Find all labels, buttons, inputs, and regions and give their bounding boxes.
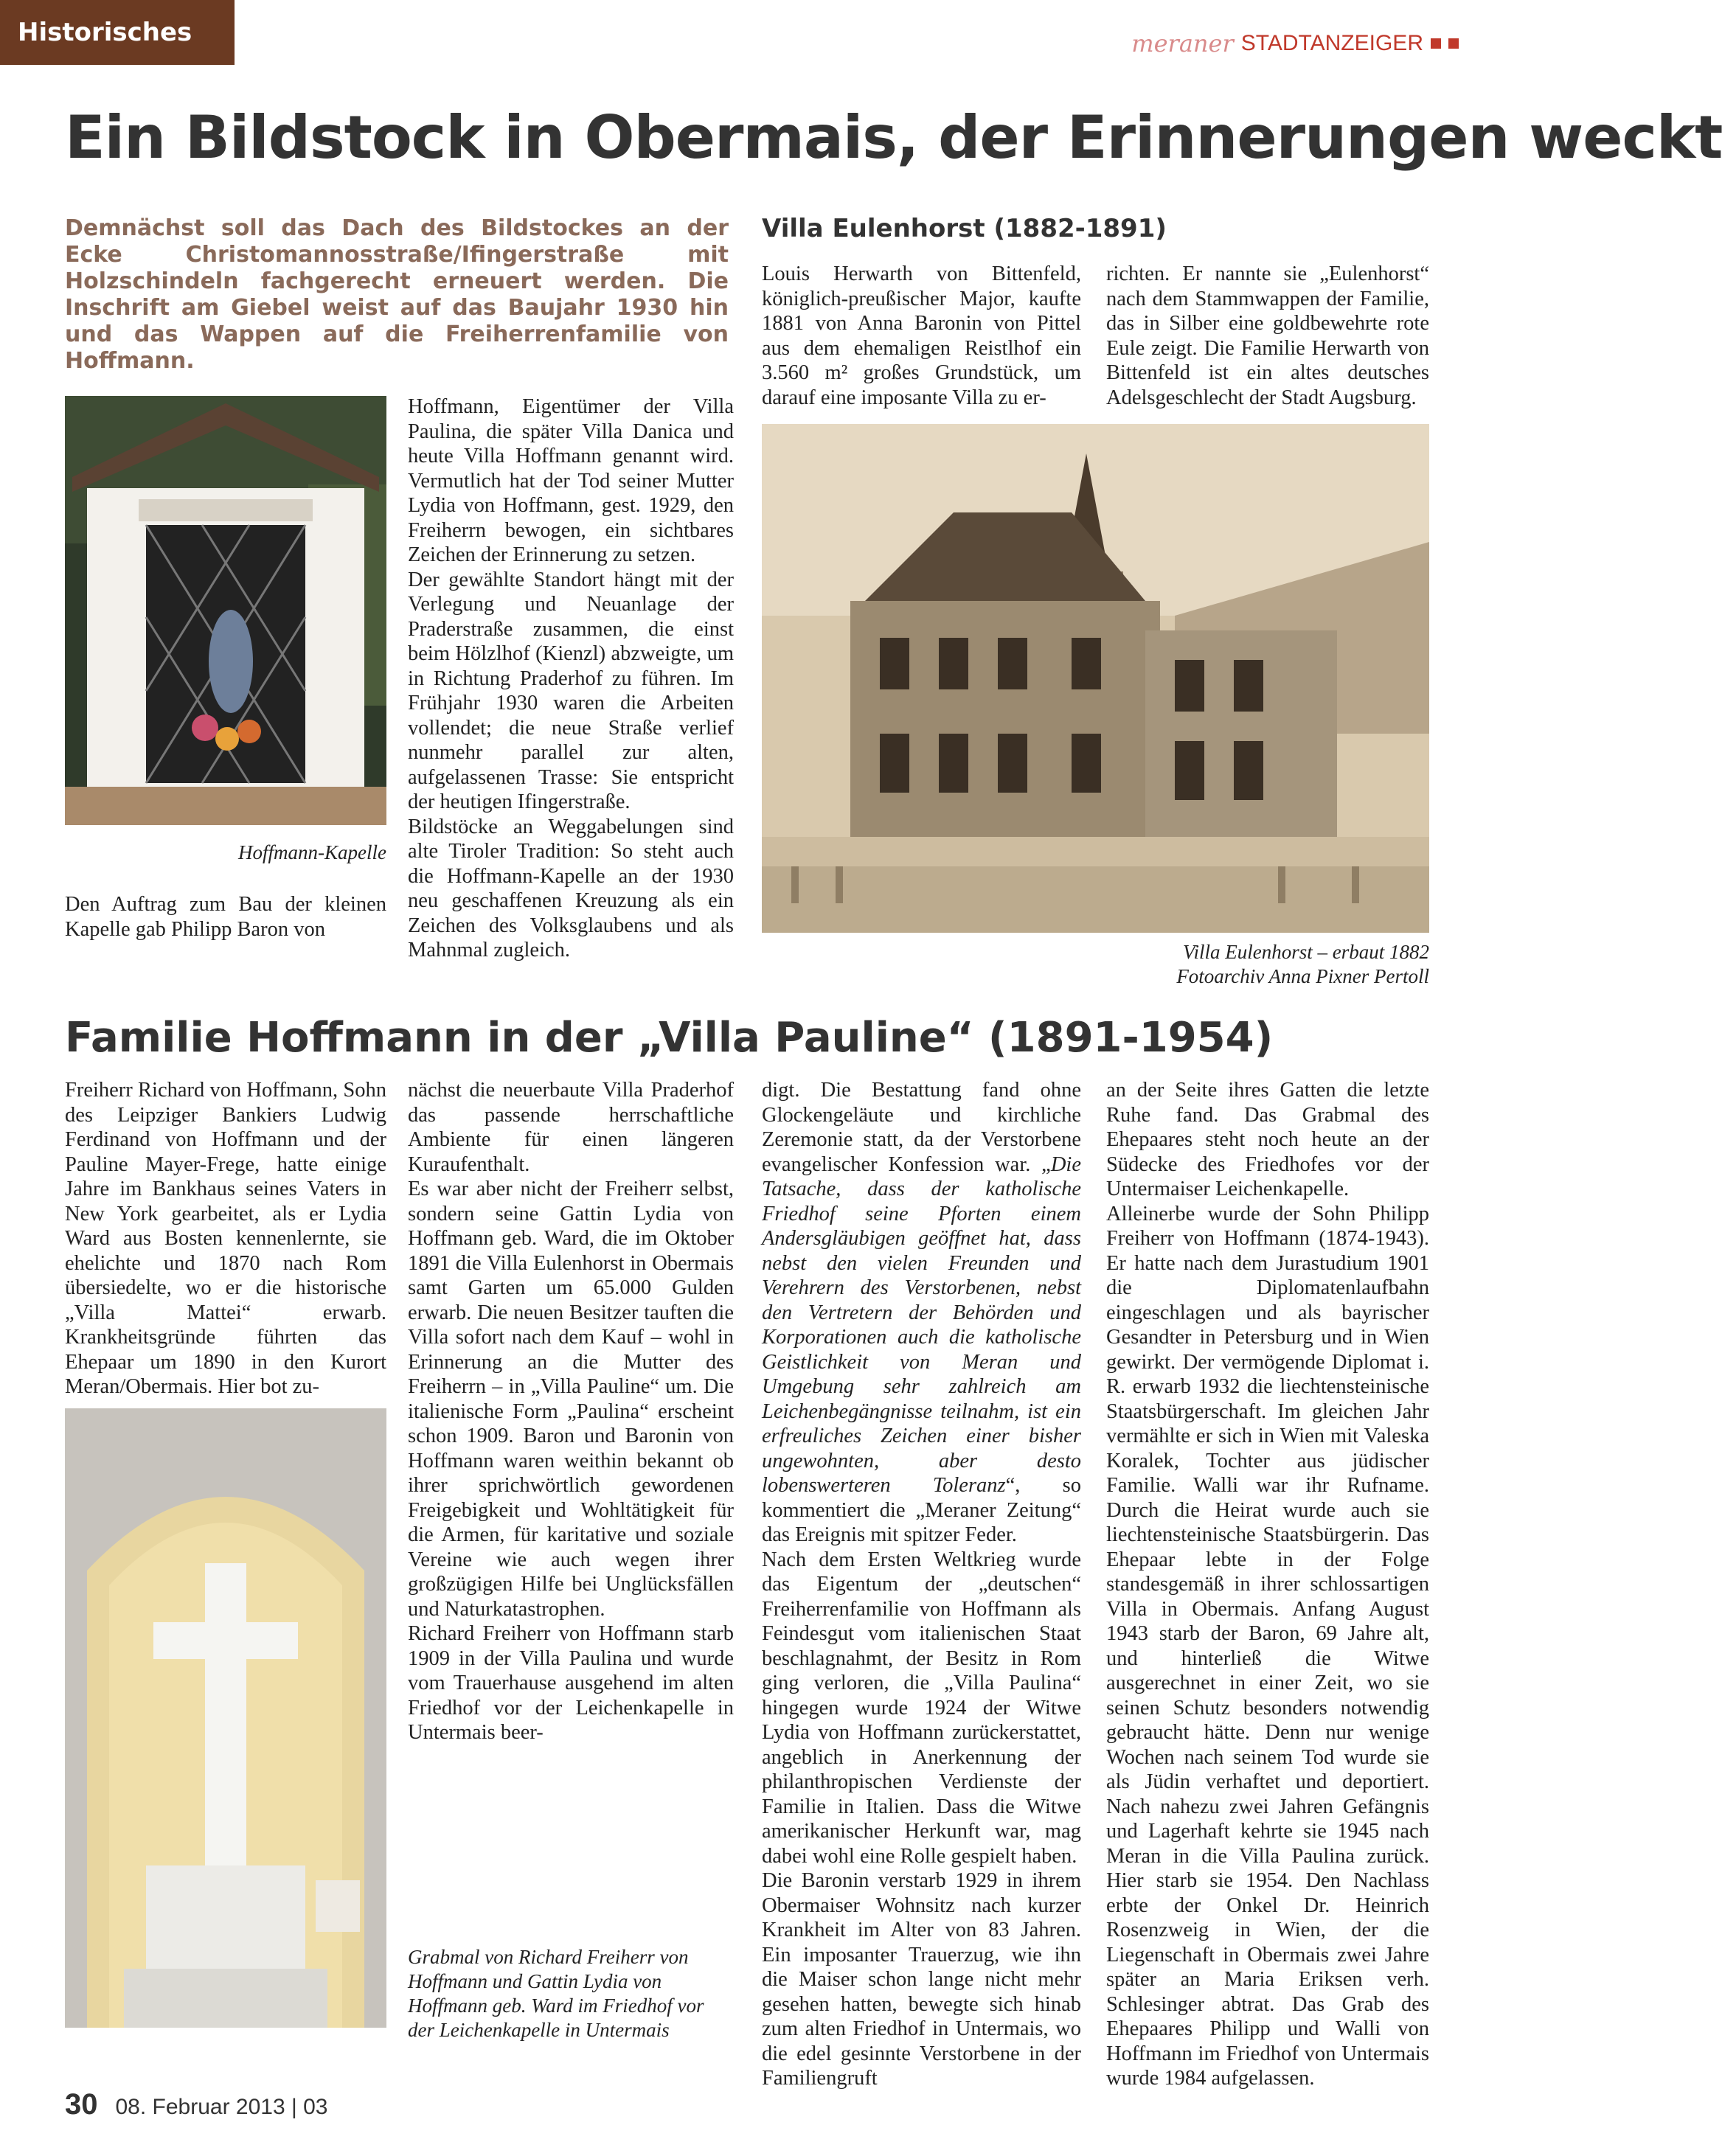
family-col3-part-c: Nach dem Ersten Weltkrieg wurde das Eigentum der „deutschen“ Freiherrenfamilie von Hoffmann als Feindesgut vom italienischen Staat beschlagnahmt, der Besitz in Rom ging verloren, die „Villa Paulina“ hingegen wurde 1924 der Witwe Lydia von Hoffmann zurückerstattet, angeblich in Anerkennung der philanthropischen Verdienste der Familie in Italien. Dass die Witwe amerikanischer Herkunft war, mag dabei wohl eine Rolle gespielt haben. Die Baronin verstarb 1929 in ihrem Obermaiser Wohnsitz nach kurzer Krankheit im Alter von 83 Jahren. Ein imposanter Trauerzug, wie ihn die Maiser schon lange nicht mehr gesehen hatten, bewegte sich hinab zum alten Friedhof in Untermais, wo die edel gesinnte Verstorbene in der Familiengruft bbox=[762, 1548, 1081, 2090]
grave-photo bbox=[65, 1408, 386, 2028]
villa-caption-1: Villa Eulenhorst – erbaut 1882 bbox=[1183, 941, 1429, 963]
page-footer bbox=[65, 2088, 328, 2121]
issue-date: 08. Februar 2013 | 03 bbox=[115, 2095, 328, 2119]
brand-italic: meraner bbox=[1131, 29, 1234, 58]
article-title: Ein Bildstock in Obermais, der Erinnerungen weckt bbox=[65, 103, 1722, 172]
newspaper-quote: Die Tatsache, dass der katholische Friedhof seine Pforten einem Andersgläubigen geöffnet hat, dass nebst den vielen Freunden und Verehrern des Verstorbenen, nebst den Vertretern der Behörden und Korporationen auch die katholische Geistlichkeit von Meran und Umgebung sehr zahlreich am Leichenbegängnisse teilnahm, ist ein erfreuliches Zeichen einer bisher ungewohnten, aber desto lobenswerteren Toleranz bbox=[762, 1152, 1081, 1497]
family-col2-text: nächst die neuerbaute Villa Praderhof das passende herrschaftliche Ambiente für einen längeren Kuraufenthalt. Es war aber nicht der Freiherr selbst, sondern seine Gattin Lydia von Hoffmann geb. Ward, die im Oktober 1891 die Villa Eulenhorst in Obermais samt Garten um 65.000 Gulden erwarb. Die neuen Besitzer tauften die Villa sofort nach dem Kauf – wohl in Erinnerung an die Mutter des Freiherrn – in „Villa Pauline“ um. Die italienische Form „Paulina“ erscheint schon 1909. Baron und Baronin von Hoffmann waren weithin bekannt ob ihrer sprichwörtlich gewordenen Freigebigkeit und Wohltätigkeit für die Armen, für karitative und soziale Vereine wie auch wegen ihrer großzügigen Hilfe bei Unglücksfällen und Naturkatastrophen. Richard Freiherr von Hoffmann starb 1909 in der Villa Paulina und wurde vom Trauerhause ausgehend im alten Friedhof vor der Leichenkapelle in Untermais beer- bbox=[408, 1079, 734, 1744]
villa-photo bbox=[762, 424, 1429, 933]
family-col4-text: an der Seite ihres Gatten die letzte Ruhe fand. Das Grabmal des Ehepaares steht noch heute an der Südecke des Friedhofes vor der Untermaiser Leichenkapelle. Alleinerbe wurde der Sohn Philipp Freiherr von Hoffmann (1874-1943). Er hatte nach dem Jurastudium 1901 die Diplomatenlaufbahn eingeschlagen und als bayrischer Gesandter in Petersburg und in Wien gewirkt. Der vermögende Diplomat i. R. erwarb 1932 die liechtensteinische Staatsbürgerschaft. Im gleichen Jahr vermählte er sich in Wien mit Valeska Koralek, Tochter aus jüdischer Familie. Walli war ihr Rufname. Durch die Heirat wurde auch sie liechtensteinische Staatsbürgerin. Das Ehepaar lebte in der Folge standesgemäß in ihrer schlossartigen Villa in Obermais. Anfang August 1943 starb der Baron, 69 Jahre alt, und hinterließ die Witwe ausgerechnet in einer Zeit, wo sie seinen Schutz besonders notwendig gebraucht hätte. Denn nur wenige Wochen nach seinem Tod wurde sie als Jüdin verhaftet und deportiert. Nach nahezu zwei Jahren Gefängnis und Lagerhaft kehrte sie 1945 nach Meran in die Villa Paulina zurück. Hier starb sie 1954. Den Nachlass erbte der Onkel Dr. Heinrich Rosenzweig in Wien, der die Liegenschaft in Obermais zwei Jahre später an Maria Eriksen verh. Schlesinger abtrat. Das Grab des Ehepaares Philipp und Walli von Hoffmann im Friedhof von Untermais wurde 1984 aufgelassen. bbox=[1106, 1079, 1429, 2090]
brand-square-icon bbox=[1431, 38, 1441, 49]
villa-heading: Villa Eulenhorst (1882-1891) bbox=[762, 214, 1167, 243]
villa-illustration bbox=[762, 424, 1429, 933]
publication-logo bbox=[1131, 29, 1459, 58]
family-col3-text bbox=[762, 1078, 1081, 2091]
grave-illustration bbox=[65, 1408, 386, 2028]
article-col2-text: Hoffmann, Eigentümer der Villa Paulina, die später Villa Danica und heute Villa Hoffmann genannt wird. Vermutlich hat der Tod seiner Mutter Lydia von Hoffmann, gest. 1929, den Freiherrn bewogen, ein sichtbares Zeichen der Erinnerung zu setzen. Der gewählte Standort hängt mit der Verlegung und Neuanlage der Praderstraße zusammen, die einst beim Hölzlhof (Kienzl) abzweigte, um in Richtung Praderhof zu führen. Im Frühjahr 1930 waren die Arbeiten vollendet; die neue Straße verlief nunmehr parallel zur alten, aufgelassenen Trasse: Sie entspricht der heutigen Ifingerstraße. Bildstöcke an Weggabelungen sind alte Tiroler Tradition: So steht auch die Hoffmann-Kapelle an der 1930 neu geschaffenen Kreuzung als ein Zeichen des Volksglaubens und als Mahnmal zugleich. bbox=[408, 395, 734, 961]
family-col3-part-a: digt. Die Bestattung fand ohne Glockengeläute und kirchliche Zeremonie statt, da der Verstorbene evangelischer Konfession war. „ bbox=[762, 1079, 1081, 1176]
article-col1-text: Den Auftrag zum Bau der kleinen Kapelle gab Philipp Baron von bbox=[65, 893, 386, 941]
chapel-photo bbox=[65, 396, 386, 825]
villa-col1-text: Louis Herwarth von Bittenfeld, königlich-preußischer Major, kaufte 1881 von Anna Baronin von Pittel aus dem ehemaligen Reistlhof ein 3.560 m² großes Grundstück, um darauf eine imposante Villa zu er- bbox=[762, 262, 1081, 409]
chapel-illustration bbox=[65, 396, 386, 825]
family-col1-text: Freiherr Richard von Hoffmann, Sohn des Leipziger Bankiers Ludwig Ferdinand von Hoffmann und der Pauline Mayer-Frege, hatte einige Jahre im Bankhaus seines Vaters in New York gearbeitet, als er Lydia Ward aus Bosten kennenlernte, sie ehelichte und 1870 nach Rom übersiedelte, wo er die historische „Villa Mattei“ erwarb. Krankheitsgründe führten das Ehepaar um 1890 in den Kurort Meran/Obermais. Hier bot zu- bbox=[65, 1079, 386, 1398]
chapel-caption: Hoffmann-Kapelle bbox=[238, 841, 386, 863]
brand-caps: STADTANZEIGER bbox=[1240, 31, 1423, 55]
family-heading: Familie Hoffmann in der „Villa Pauline“ (1891-1954) bbox=[65, 1014, 1274, 1062]
grave-caption: Grabmal von Richard Freiherr von Hoffmann und Gattin Lydia von Hoffmann geb. Ward im Friedhof vor der Leichenkapelle in Untermais bbox=[408, 1946, 704, 2041]
section-tag: Historisches bbox=[0, 0, 235, 65]
villa-caption-2: Fotoarchiv Anna Pixner Pertoll bbox=[1176, 965, 1429, 987]
article-lead: Demnächst soll das Dach des Bildstockes an der Ecke Christomannosstraße/Ifingerstraße mit Holzschindeln fachgerecht erneuert werden. Die Inschrift am Giebel weist auf das Baujahr 1930 hin und das Wappen auf die Freiherrenfamilie von Hoffmann. bbox=[65, 215, 729, 374]
page-number: 30 bbox=[65, 2088, 98, 2121]
villa-col2-text: richten. Er nannte sie „Eulenhorst“ nach dem Stammwappen der Familie, das in Silber eine goldbewehrte rote Eule zeigt. Die Familie Herwarth von Bittenfeld ist ein altes deutsches Adelsgeschlecht der Stadt Augsburg. bbox=[1106, 262, 1429, 409]
family-col3-part-b: “, so kommentiert die „Meraner Zeitung“ das Ereignis mit spitzer Feder. bbox=[762, 1474, 1081, 1546]
brand-square-icon bbox=[1448, 38, 1459, 49]
